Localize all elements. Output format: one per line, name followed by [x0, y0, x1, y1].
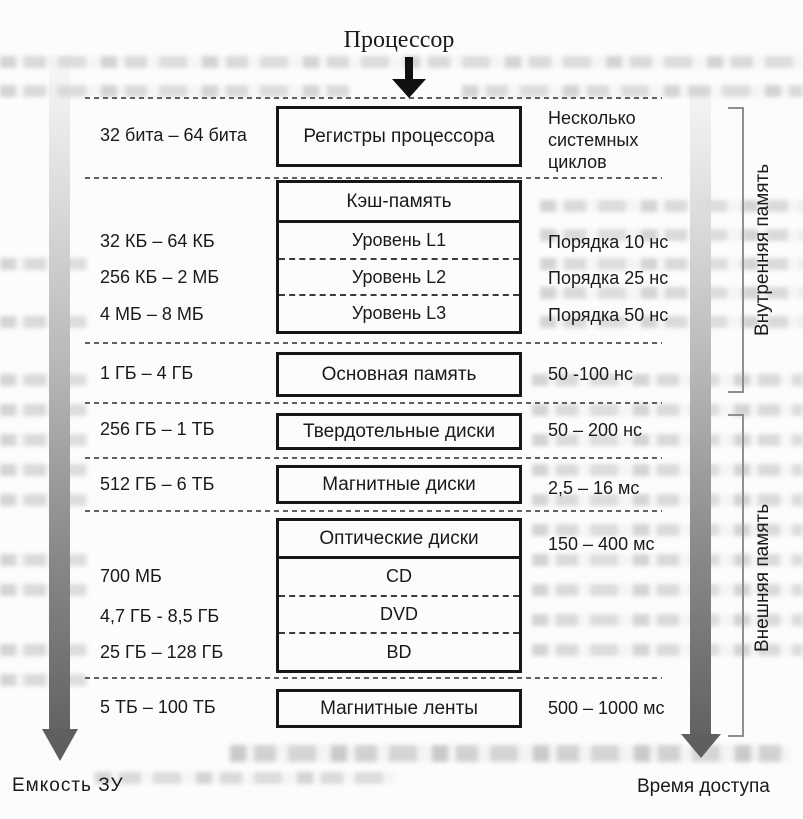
capacity-label-main: 1 ГБ – 4 ГБ	[100, 363, 194, 383]
capacity-label-dvd: 4,7 ГБ - 8,5 ГБ	[100, 606, 220, 626]
box-main-memory	[276, 352, 522, 397]
dashed-divider	[85, 510, 662, 512]
time-label-l1: Порядка 10 нс	[548, 232, 669, 252]
cache-level-l1: Уровень L1	[279, 223, 519, 260]
bleedthrough-line	[532, 404, 803, 416]
box-registers-label: Регистры процессора	[303, 125, 495, 147]
bleedthrough-line	[0, 316, 88, 328]
time-axis-label: Время доступа	[637, 776, 770, 797]
external-memory-label: Внешняя память	[752, 503, 773, 652]
optical-level-cd: CD	[279, 559, 519, 597]
down-arrow-head	[392, 79, 426, 98]
cache-title: Кэш-память	[279, 183, 519, 223]
box-main-memory-label: Основная память	[321, 363, 477, 385]
capacity-label-ssd: 256 ГБ – 1 ТБ	[100, 419, 215, 439]
capacity-axis-arrow	[49, 55, 70, 730]
time-label-optical: 150 – 400 мс	[548, 534, 655, 554]
dashed-divider	[85, 457, 662, 459]
bleedthrough-line	[0, 374, 88, 386]
capacity-label-l3: 4 МБ – 8 МБ	[100, 304, 204, 324]
dashed-divider	[85, 342, 662, 344]
box-hdd-label: Магнитные диски	[322, 473, 476, 495]
dashed-divider	[85, 97, 662, 99]
capacity-label-bd: 25 ГБ – 128 ГБ	[100, 642, 224, 662]
box-tape	[276, 689, 522, 728]
bleedthrough-line	[0, 674, 88, 686]
bleedthrough-line	[0, 584, 88, 596]
optical-level-dvd: DVD	[279, 597, 519, 635]
box-ssd	[276, 413, 522, 450]
capacity-label-l2: 256 КБ – 2 МБ	[100, 267, 220, 287]
cache-level-l2: Уровень L2	[279, 260, 519, 297]
bleedthrough-line	[0, 404, 88, 416]
box-optical	[276, 518, 522, 673]
box-registers	[276, 106, 522, 167]
bleedthrough-line	[462, 85, 803, 97]
box-cache	[276, 180, 522, 334]
processor-label: Процессор	[343, 27, 455, 53]
time-label-main: 50 -100 нс	[548, 364, 633, 384]
capacity-axis-label: Емкость ЗУ	[12, 775, 124, 796]
capacity-label-tape: 5 ТБ – 100 ТБ	[100, 697, 216, 717]
bleedthrough-line	[95, 772, 395, 784]
time-label-tape: 500 – 1000 мс	[548, 698, 665, 718]
time-label-registers: Несколько системных циклов	[548, 108, 639, 172]
bleedthrough-line	[0, 434, 88, 446]
bracket-internal-memory	[728, 107, 744, 393]
cache-level-l3: Уровень L3	[351, 303, 447, 324]
time-axis-arrowhead-icon	[681, 734, 721, 758]
capacity-label-l1: 32 КБ – 64 КБ	[100, 231, 215, 251]
dashed-divider	[85, 177, 662, 179]
bleedthrough-line	[0, 554, 88, 566]
bleedthrough-line	[0, 494, 88, 506]
down-arrow-icon	[392, 57, 426, 98]
bleedthrough-line	[0, 258, 88, 270]
dashed-divider	[85, 677, 662, 679]
box-ssd-label: Твердотельные диски	[302, 420, 496, 442]
bracket-external-memory	[728, 414, 744, 737]
time-label-l3: Порядка 50 нс	[548, 305, 669, 325]
time-label-ssd: 50 – 200 нс	[548, 420, 643, 440]
box-hdd	[276, 465, 522, 504]
time-label-hdd: 2,5 – 16 мс	[548, 478, 640, 498]
capacity-label-cd: 700 МБ	[100, 566, 162, 586]
internal-memory-label: Внутренняя память	[752, 163, 773, 337]
optical-level-bd: BD	[386, 641, 412, 662]
down-arrow-stem	[405, 57, 413, 80]
dashed-divider	[85, 402, 662, 404]
time-label-l2: Порядка 25 нс	[548, 268, 669, 288]
bleedthrough-line	[0, 644, 88, 656]
box-tape-label: Магнитные ленты	[320, 697, 478, 719]
bleedthrough-line	[0, 464, 88, 476]
time-axis-arrow	[690, 87, 711, 735]
capacity-axis-arrowhead-icon	[42, 729, 78, 761]
optical-title: Оптические диски	[279, 521, 519, 559]
capacity-label-hdd: 512 ГБ – 6 ТБ	[100, 474, 215, 494]
capacity-label-registers: 32 бита – 64 бита	[100, 125, 247, 145]
